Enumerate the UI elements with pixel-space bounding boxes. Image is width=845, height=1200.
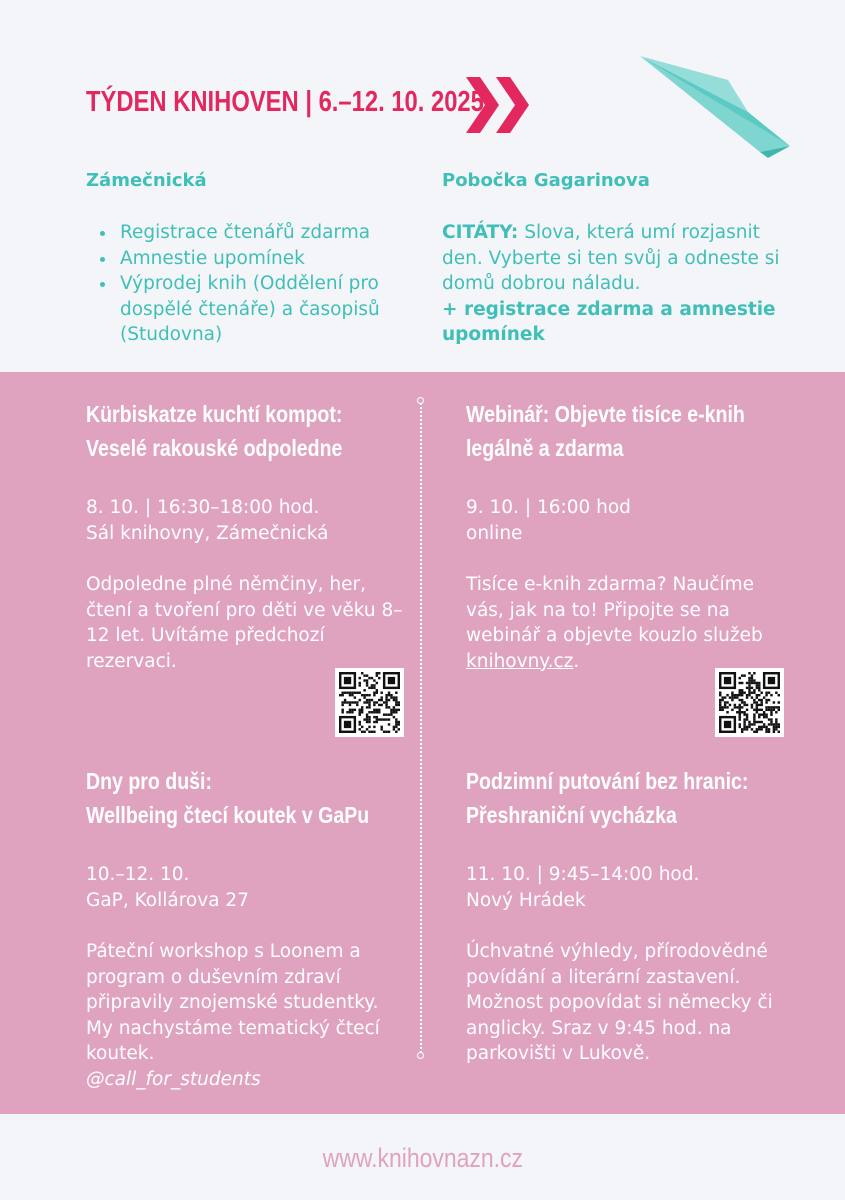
event-place: Sál knihovny, Zámečnická — [86, 522, 329, 544]
instagram-handle[interactable]: @call_for_students — [86, 1068, 261, 1090]
citaty-label: CITÁTY: — [442, 222, 519, 243]
list-item: Amnestie upomínek — [98, 246, 418, 272]
event-date: 11. 10. | 9:45–14:00 hod. — [466, 864, 700, 885]
event-title: Dny pro duši: — [86, 768, 212, 794]
event-description: Tisíce e-knih zdarma? Naučíme vás, jak na to! Připojte se na webinář a objevte kouzlo služeb knihovny.cz. — [466, 574, 763, 672]
registration-note: + registrace zdarma a amnestie upomínek — [442, 298, 776, 345]
event-putovani — [466, 764, 796, 1067]
event-title: Přeshraniční vycházka — [466, 802, 677, 828]
event-title: Webinář: Objevte tisíce e-knih — [466, 401, 745, 427]
paper-plane-icon — [640, 52, 795, 160]
event-dny-pro-dusi — [86, 764, 411, 1092]
citaty-text: Slova, která umí rozjasnit den. Vyberte si ten svůj a odneste si domů dobrou náladu. — [442, 222, 780, 294]
qr-code-icon[interactable] — [335, 668, 404, 737]
event-title: Podzimní putování bez hranic: — [466, 768, 749, 794]
column-divider — [420, 400, 422, 1056]
event-kurbiskatze — [86, 397, 406, 674]
event-title: Veselé rakouské odpoledne — [86, 435, 343, 461]
event-title: Wellbeing čtecí koutek v GaPu — [86, 802, 370, 828]
branch-offer-gagarinova — [442, 220, 802, 348]
event-place: online — [466, 522, 523, 544]
knihovny-link[interactable]: knihovny.cz — [466, 650, 574, 672]
event-description: Odpoledne plné němčiny, her, čtení a tvoření pro děti ve věku 8–12 let. Uvítáme předchozí rezervaci. — [86, 574, 403, 672]
event-title: legálně a zdarma — [466, 435, 624, 461]
branch-offer-list — [98, 220, 418, 348]
qr-code-icon[interactable] — [715, 668, 784, 737]
divider-dot — [417, 1052, 424, 1059]
page-title: TÝDEN KNIHOVEN | 6.–12. 10. 2025 — [86, 86, 484, 118]
branch-name-zamecnicka: Zámečnická — [86, 170, 207, 191]
event-place: GaP, Kollárova 27 — [86, 889, 249, 911]
event-date: 10.–12. 10. — [86, 864, 190, 885]
website-link[interactable]: www.knihovnazn.cz — [322, 1143, 523, 1173]
event-date: 8. 10. | 16:30–18:00 hod. — [86, 497, 320, 518]
list-item: Výprodej knih (Oddělení pro dospělé čtenáře) a časopisů (Studovna) — [98, 271, 418, 348]
divider-dot — [417, 397, 424, 404]
event-description: Páteční workshop s Loonem a program o duševním zdraví připravily znojemské studentky. My nachystáme tematický čtecí koutek. @call_for_students — [86, 941, 380, 1090]
list-item: Registrace čtenářů zdarma — [98, 220, 418, 246]
event-place: Nový Hrádek — [466, 889, 586, 911]
event-title: Kürbiskatze kuchtí kompot: — [86, 401, 343, 427]
event-date: 9. 10. | 16:00 hod — [466, 497, 631, 518]
event-description: Úchvatné výhledy, přírodovědné povídání a literární zastavení. Možnost popovídat si německy či anglicky. Sraz v 9:45 hod. na parkovišti v Lukově. — [466, 941, 773, 1064]
double-chevron-right-icon — [466, 77, 530, 133]
event-webinar — [466, 397, 796, 674]
branch-name-gagarinova: Pobočka Gagarinova — [442, 170, 650, 191]
